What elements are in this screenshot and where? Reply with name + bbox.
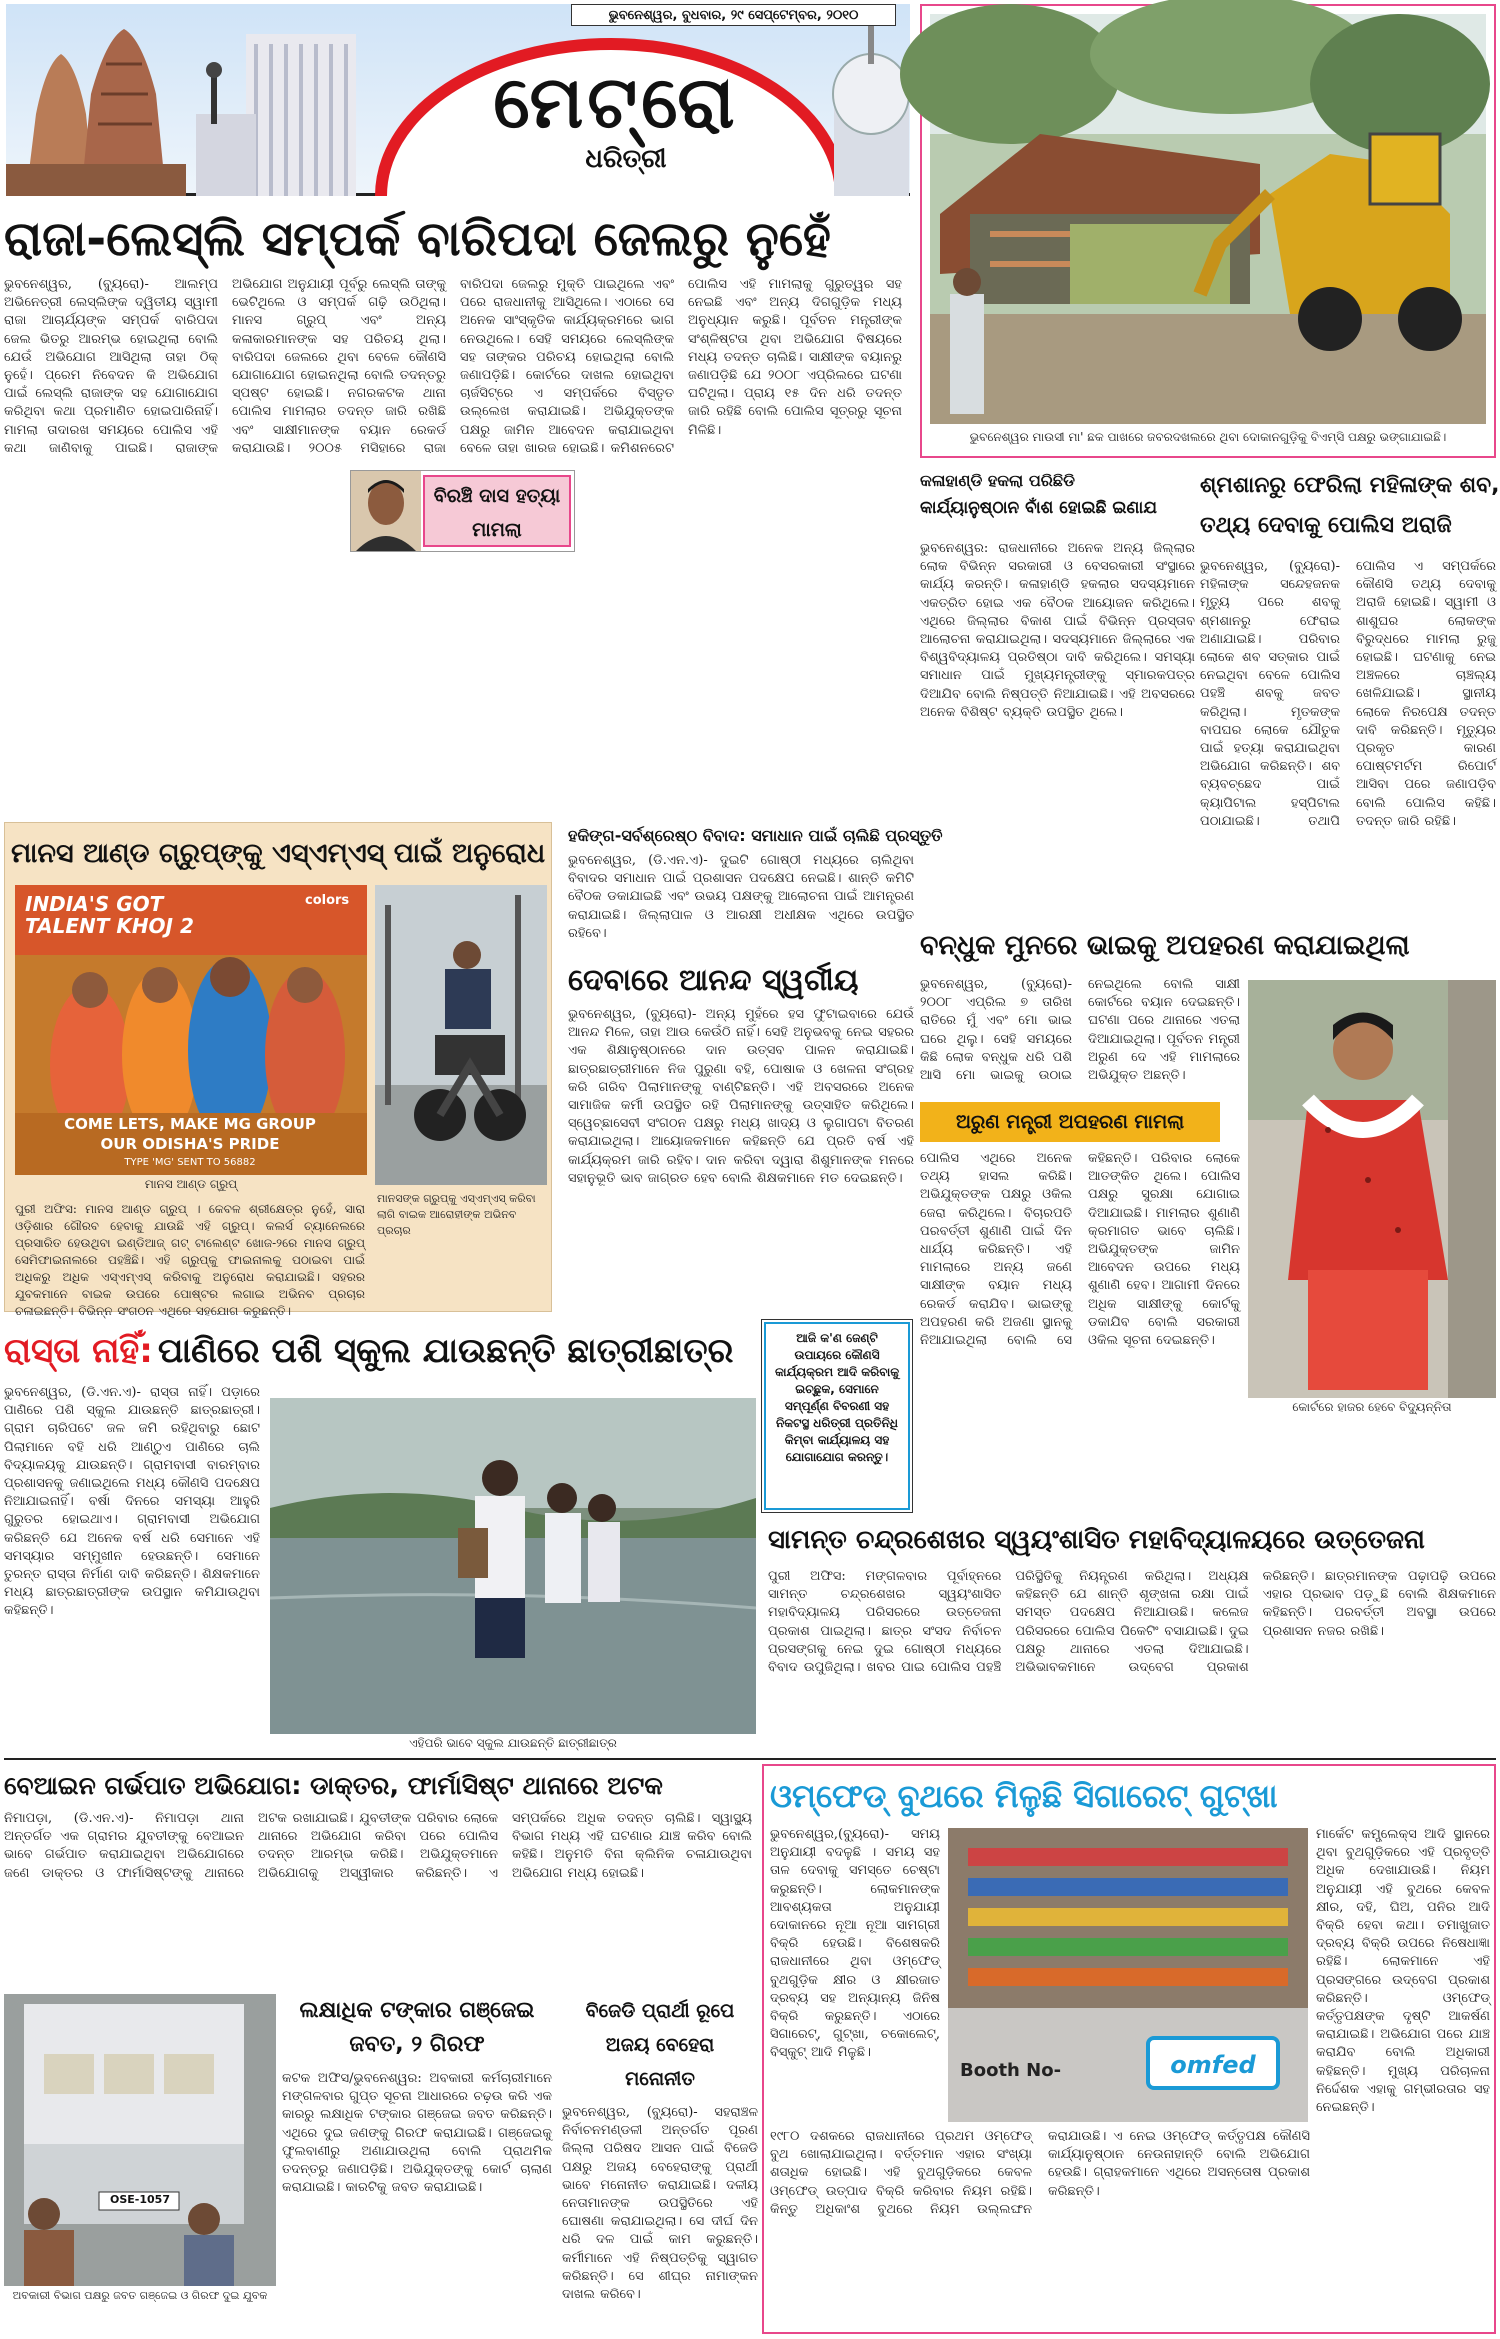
sms-story-body: ପୁରୀ ଅଫିସ: ମାନସ ଆଣ୍ଡ ଗ୍ରୁପ୍ । କେବଳ ଶ୍ରୀକ୍ଷେତ୍ର ନୁହେଁ, ସାରା ଓଡ଼ିଶାର ଗୌରବ ହେବାକୁ ଯାଉଛି ଏହି ଗ୍ରୁପ୍। କଲର୍ସ ଚ୍ୟାନେଲରେ ପ୍ରସାରିତ ହେଉଥିବା ଇଣ୍ଡିଆଜ୍ ଗଟ୍ ଟାଲେଣ୍ଟ ଖୋଜ-୨ରେ ମାନସ ଗ୍ରୁପ୍ ସେମିଫାଇନାଲରେ ପହଞ୍ଚିଛି। ଏହି ଗ୍ରୁପ୍‌କୁ ଫାଇନାଲକୁ ପଠାଇବା ପାଇଁ ଅଧିକରୁ ଅଧିକ ଏସ୍‌ଏମ୍‌ଏସ୍ କରିବାକୁ ଅନୁରୋଧ କରାଯାଇଛି। ସହରର ଯୁବକମାନେ ବାଇକ ଉପରେ ପୋଷ୍ଟର ଲଗାଇ ଅଭିନବ ପ୍ରଚାର ଚଳାଇଛନ୍ତି। ବିଭିନ୍ନ ସଂଗଠନ ଏଥିରେ ସହଯୋଗ କରୁଛନ୍ତି। bbox=[15, 1202, 365, 1318]
sms-headline: ମାନସ ଆଣ୍ଡ ଗ୍ରୁପ୍‌ଙ୍କୁ ଏସ୍‌ଏମ୍‌ଏସ୍ ପାଇଁ ଅନୁରୋଧ bbox=[11, 838, 546, 869]
demolition-photo-frame bbox=[920, 4, 1496, 458]
info-box-text: ଆଜି କ'ଣ ଜେଣ୍ଟି ଉପାୟରେ କୌଣସି କାର୍ଯ୍ୟକ୍ରମ ଆଦି କରିବାକୁ ଇଚ୍ଛୁକ, ସେମାନେ ସମ୍ପୂର୍ଣ୍ଣ ବିବରଣୀ ସହ ନିକଟସ୍ଥ ଧରିତ୍ରୀ ପ୍ରତିନିଧି କିମ୍ବା କାର୍ଯ୍ୟାଳୟ ସହ ଯୋଗାଯୋଗ କରନ୍ତୁ। bbox=[774, 1331, 900, 1464]
bjd-headline bbox=[562, 1994, 758, 2098]
sms-story-box bbox=[4, 822, 552, 1318]
lead-story-body: ଭୁବନେଶ୍ୱର, (ବ୍ୟୁରୋ)- ଆଲମ୍ପ ଅଭିନେତ୍ରୀ ଲେସ୍‌ଲିଙ୍କ ଦ୍ୱିତୀୟ ସ୍ୱାମୀ ରାଜା ଆଚାର୍ଯ୍ୟଙ୍କ ସମ୍ପର୍କ ବାରିପଦା ଜେଲ ଭିତରୁ ଆରମ୍ଭ ହୋଇଥିଲା ବୋଲି ଯେଉଁ ଅଭିଯୋଗ ଆସିଥିଲା ତାହା ଠିକ୍ ନୁହେଁ। ପ୍ରେମ ନିବେଦନ କି ଅଭିଯୋଗ ପାଇଁ ଲେସ୍‌ଲି ରାଜାଙ୍କ ସହ ଯୋଗାଯୋଗ କରିଥିବା କଥା ପ୍ରମାଣିତ ହୋଇପାରିନାହିଁ। ମାମଲା ତାଦାରଖ ସମୟରେ ପୋଲିସ ଏହି କଥା ଜାଣିବାକୁ ପାଇଛି। ରାଜାଙ୍କ ଅଭିଯୋଗ ଅନୁଯାୟୀ ପୂର୍ବରୁ ଲେସ୍‌ଲି ତାଙ୍କୁ ଭେଟିଥିଲେ ଓ ସମ୍ପର୍କ ଗଢ଼ି ଉଠିଥିଲା। ମାନସ ଗ୍ରୁପ୍ ଏବଂ ଅନ୍ୟ କଳାକାରମାନଙ୍କ ସହ ପରିଚୟ ଥିଲା। ବାରିପଦା ଜେଲରେ ଥିବା ବେଳେ କୌଣସି ଯୋଗାଯୋଗ ହୋଇନଥିଲା ବୋଲି ତଦନ୍ତରୁ ସ୍ପଷ୍ଟ ହୋଇଛି। ନଗରକଟକ ଥାନା ପୋଲିସ ମାମଲାର ତଦନ୍ତ ଜାରି ରଖିଛି ଏବଂ ସାକ୍ଷୀମାନଙ୍କ ବୟାନ ରେକର୍ଡ କରାଯାଉଛି। ୨୦୦୫ ମସିହାରେ ରାଜା ବାରିପଦା ଜେଲରୁ ମୁକ୍ତି ପାଇଥିଲେ ଏବଂ ପରେ ରାଜଧାନୀକୁ ଆସିଥିଲେ। ଏଠାରେ ସେ ଅନେକ ସାଂସ୍କୃତିକ କାର୍ଯ୍ୟକ୍ରମରେ ଭାଗ ନେଉଥିଲେ। ସେହି ସମୟରେ ଲେସ୍‌ଲିଙ୍କ ସହ ତାଙ୍କର ପରିଚୟ ହୋଇଥିଲା ବୋଲି ଜଣାପଡ଼ିଛି। କୋର୍ଟରେ ଦାଖଲ ହୋଇଥିବା ଚାର୍ଜସିଟ୍‌ରେ ଏ ସମ୍ପର୍କରେ ବିସ୍ତୃତ ଉଲ୍ଲେଖ କରାଯାଇଛି। ଅଭିଯୁକ୍ତଙ୍କ ପକ୍ଷରୁ ଜାମିନ ଆବେଦନ କରାଯାଇଥିବା ବେଳେ ତାହା ଖାରଜ ହୋଇଛି। କମିଶନରେଟ ପୋଲିସ ଏହି ମାମଲାକୁ ଗୁରୁତ୍ୱର ସହ ନେଇଛି ଏବଂ ଅନ୍ୟ ଦିଗଗୁଡ଼ିକ ମଧ୍ୟ ଅନୁଧ୍ୟାନ କରୁଛି। ପୂର୍ବତନ ମନ୍ତ୍ରୀଙ୍କ ସଂଶ୍ଳିଷ୍ଟତା ଥିବା ଅଭିଯୋଗ ବିଷୟରେ ମଧ୍ୟ ତଦନ୍ତ ଚାଲିଛି। ସାକ୍ଷୀଙ୍କ ବୟାନରୁ ଜଣାପଡ଼ିଛି ଯେ ୨୦୦୮ ଏପ୍ରିଲରେ ଘଟଣା ଘଟିଥିଲା। ପ୍ରାୟ ୧୫ ଦିନ ଧରି ତଦନ୍ତ ଜାରି ରହିଛି ବୋଲି ପୋଲିସ ସୂତ୍ରରୁ ସୂଚନା ମିଳିଛି। bbox=[4, 277, 902, 456]
poster-line2: OUR ODISHA'S PRIDE bbox=[100, 1135, 280, 1153]
flood-photo bbox=[270, 1398, 756, 1734]
road-headline-red: ରାସ୍ତା ନାହିଁ: bbox=[4, 1331, 153, 1371]
road-body: ଭୁବନେଶ୍ୱର, (ଡି.ଏନ.ଏ)- ରାସ୍ତା ନାହିଁ। ପଡ଼ାରେ ପାଣିରେ ପଶି ସ୍କୁଲ ଯାଉଛନ୍ତି ଛାତ୍ରଛାତ୍ରୀ। ଗ୍ରାମ ଚାରିପଟେ ଜଳ ଜମି ରହିଥିବାରୁ ଛୋଟ ପିଲାମାନେ ବହି ଧରି ଆଣ୍ଠୁଏ ପାଣିରେ ଚାଲି ବିଦ୍ୟାଳୟକୁ ଯାଉଛନ୍ତି। ଗ୍ରାମବାସୀ ବାରମ୍ବାର ପ୍ରଶାସନକୁ ଜଣାଇଥିଲେ ମଧ୍ୟ କୌଣସି ପଦକ୍ଷେପ ନିଆଯାଇନାହିଁ। ବର୍ଷା ଦିନରେ ସମସ୍ୟା ଆହୁରି ଗୁରୁତର ହୋଇଥାଏ। ଗ୍ରାମବାସୀ ଅଭିଯୋଗ କରିଛନ୍ତି ଯେ ଅନେକ ବର୍ଷ ଧରି ସେମାନେ ଏହି ସମସ୍ୟାର ସମ୍ମୁଖୀନ ହେଉଛନ୍ତି। ସେମାନେ ତୁରନ୍ତ ରାସ୍ତା ନିର୍ମାଣ ଦାବି କରିଛନ୍ତି। ଶିକ୍ଷକମାନେ ମଧ୍ୟ ଛାତ୍ରଛାତ୍ରୀଙ୍କ ଉପସ୍ଥାନ କମିଯାଉଥିବା କହିଛନ୍ତି। bbox=[4, 1385, 260, 1619]
kalahandi-headline-line1: କଳାହାଣ୍ଡି ହକଲା ପରିଛିଡି bbox=[920, 471, 1075, 490]
ganja-body: କଟକ ଅଫିସ/ଭୁବନେଶ୍ୱର: ଅବକାରୀ କର୍ମଚାରୀମାନେ ମଙ୍ଗଳବାର ଗୁପ୍ତ ସୂଚନା ଆଧାରରେ ଚଢ଼ଉ କରି ଏକ କାରରୁ ଲକ୍ଷାଧିକ ଟଙ୍କାର ଗଞ୍ଜେଇ ଜବତ କରିଛନ୍ତି। ଏଥିରେ ଦୁଇ ଜଣଙ୍କୁ ଗିରଫ କରାଯାଇଛି। ଗଞ୍ଜେଇକୁ ଫୁଲବାଣୀରୁ ଅଣାଯାଉଥିଲା ବୋଲି ପ୍ରାଥମିକ ତଦନ୍ତରୁ ଜଣାପଡ଼ିଛି। ଅଭିଯୁକ୍ତଙ୍କୁ କୋର୍ଟ ଚାଲାଣ କରାଯାଇଛି। କାରଟିକୁ ଜବତ କରାଯାଇଛି। bbox=[282, 2071, 552, 2196]
kalahandi-headline bbox=[920, 468, 1190, 538]
abortion-headline: ବେଆଇନ ଗର୍ଭପାତ ଅଭିଯୋଗ: ଡାକ୍ତର, ଫାର୍ମାସିଷ୍ଟ ଥାନାରେ ଅଟକ bbox=[4, 1771, 663, 1800]
demolition-caption: ଭୁବନେଶ୍ୱର ମାଉସୀ ମା' ଛକ ପାଖରେ ଜବରଦଖଲରେ ଥିବା ଦୋକାନଗୁଡ଼ିକୁ ବିଏମ୍‌ସି ପକ୍ଷରୁ ଭଙ୍ଗାଯାଇଛି। bbox=[969, 430, 1447, 444]
omfed-brand: omfed bbox=[1170, 2051, 1256, 2079]
omfed-booth-label: Booth No- bbox=[960, 2060, 1062, 2081]
poster-caption: ମାନସ ଆଣ୍ଡ ଗ୍ରୁପ୍ bbox=[144, 1177, 238, 1191]
poster-line1: COME LETS, MAKE MG GROUP bbox=[64, 1115, 316, 1133]
omfed-headline: ଓମ୍‌ଫେଡ୍ ବୁଥରେ ମିଳୁଛି ସିଗାରେଟ୍ ଗୁଟ୍‌ଖା bbox=[770, 1777, 1278, 1815]
omfed-story-frame bbox=[762, 1764, 1496, 2334]
dateline: ଭୁବନେଶ୍ୱର, ବୁଧବାର, ୨୯ ସେପ୍ଟେମ୍ବର, ୨୦୧୦ bbox=[571, 4, 896, 26]
info-box bbox=[764, 1322, 910, 1510]
bjd-headline-line1: ବିଜେଡି ପ୍ରାର୍ଥୀ ରୂପେ bbox=[585, 2000, 735, 2022]
hockey-headline: ହକିଙ୍ଗ-ସର୍ବଶ୍ରେଷ୍ଠ ବିବାଦ: ସମାଧାନ ପାଇଁ ଚାଲିଛି ପ୍ରସ୍ତୁତି bbox=[568, 826, 943, 845]
bjd-headline-line2: ଅଜୟ ବେହେରା bbox=[605, 2034, 715, 2056]
flood-caption: ଏହିପରି ଭାବେ ସ୍କୁଲ ଯାଉଛନ୍ତି ଛାତ୍ରୀଛାତ୍ର bbox=[409, 1736, 617, 1750]
gun-headline: ବନ୍ଧୁକ ମୁନରେ ଭାଇକୁ ଅପହରଣ କରାଯାଇଥିଲା bbox=[920, 930, 1410, 961]
ganja-photo bbox=[4, 1994, 276, 2286]
kalahandi-body: ଭୁବନେଶ୍ୱର: ରାଜଧାନୀରେ ଅନେକ ଅନ୍ୟ ଜିଲ୍ଲାର ଲୋକ ବିଭିନ୍ନ ସରକାରୀ ଓ ବେସରକାରୀ ସଂସ୍ଥାରେ କାର୍ଯ୍ୟ କରନ୍ତି। କଳାହାଣ୍ଡି ହକଲାର ସଦସ୍ୟମାନେ ଏକତ୍ରିତ ହୋଇ ଏକ ବୈଠକ ଆୟୋଜନ କରିଥିଲେ। ଏଥିରେ ଜିଲ୍ଲାର ବିକାଶ ପାଇଁ ବିଭିନ୍ନ ପ୍ରସ୍ତାବ ଆଲୋଚନା କରାଯାଇଥିଲା। ସଦସ୍ୟମାନେ ଜିଲ୍ଲାରେ ଏକ ବିଶ୍ୱବିଦ୍ୟାଳୟ ପ୍ରତିଷ୍ଠା ଦାବି କରିଥିଲେ। ସମସ୍ୟା ସମାଧାନ ପାଇଁ ମୁଖ୍ୟମନ୍ତ୍ରୀଙ୍କୁ ସ୍ମାରକପତ୍ର ଦିଆଯିବ ବୋଲି ନିଷ୍ପତ୍ତି ନିଆଯାଇଛି। ଏହି ଅବସରରେ ଅନେକ ବିଶିଷ୍ଟ ବ୍ୟକ୍ତି ଉପସ୍ଥିତ ଥିଲେ। bbox=[920, 541, 1195, 720]
ganja-headline-line1: ଲକ୍ଷାଧିକ ଟଙ୍କାର ଗଞ୍ଜେଇ bbox=[299, 1998, 535, 2023]
temple-illustration bbox=[6, 24, 186, 196]
gun-body: ଭୁବନେଶ୍ୱର, (ବ୍ୟୁରୋ)- ୨୦୦୮ ଏପ୍ରିଲ ୭ ତାରିଖ ରାତିରେ ମୁଁ ଏବଂ ମୋ ଭାଇ ଘରେ ଥିଲୁ। ସେହି ସମୟରେ କିଛି ଲୋକ ବନ୍ଧୁକ ଧରି ପଶି ଆସି ମୋ ଭାଇକୁ ଉଠାଇ ନେଇଥିଲେ ବୋଲି ସାକ୍ଷୀ କୋର୍ଟରେ ବୟାନ ଦେଇଛନ୍ତି। ଘଟଣା ପରେ ଥାନାରେ ଏତଲା ଦିଆଯାଇଥିଲା। ପୂର୍ବତନ ମନ୍ତ୍ରୀ ଅରୁଣ ଦେ ଏହି ମାମଲାରେ ଅଭିଯୁକ୍ତ ଅଛନ୍ତି। bbox=[920, 977, 1240, 1084]
poster-top-text: INDIA'S GOT TALENT KHOJ 2 bbox=[25, 892, 194, 938]
gun-inset-label: ଅରୁଣ ମନ୍ତ୍ରୀ ଅପହରଣ ମାମଲା bbox=[920, 1102, 1220, 1142]
omfed-body-left: ଭୁବନେଶ୍ୱର,(ବ୍ୟୁରୋ)- ସମୟ ଅନୁଯାୟୀ ବଦଳୁଛି । ସମୟ ସହ ତାଳ ଦେବାକୁ ସମସ୍ତେ ଚେଷ୍ଟା କରୁଛନ୍ତି। ଲୋକମାନଙ୍କ ଆବଶ୍ୟକତା ଅନୁଯାୟୀ ଦୋକାନରେ ନୂଆ ନୂଆ ସାମଗ୍ରୀ ବିକ୍ରି ହେଉଛି। ବିଶେଷକରି ରାଜଧାନୀରେ ଥିବା ଓମ୍‌ଫେଡ୍ ବୁଥଗୁଡ଼ିକ କ୍ଷୀର ଓ କ୍ଷୀରଜାତ ଦ୍ରବ୍ୟ ସହ ଅନ୍ୟାନ୍ୟ ଜିନିଷ ବିକ୍ରି କରୁଛନ୍ତି। ଏଠାରେ ସିଗାରେଟ୍, ଗୁଟ୍‌ଖା, ଚକୋଲେଟ୍, ବିସ୍କୁଟ୍ ଆଦି ମିଳୁଛି। bbox=[770, 1827, 940, 2061]
anand-body: ଭୁବନେଶ୍ୱର, (ବ୍ୟୁରୋ)- ଅନ୍ୟ ମୁହଁରେ ହସ ଫୁଟାଇବାରେ ଯେଉଁ ଆନନ୍ଦ ମିଳେ, ତାହା ଆଉ କେଉଁଠି ନାହିଁ। ସେହି ଅନୁଭବକୁ ନେଇ ସହରର ଏକ ଶିକ୍ଷାନୁଷ୍ଠାନରେ ଦାନ ଉତ୍ସବ ପାଳନ କରାଯାଇଛି। ଛାତ୍ରଛାତ୍ରୀମାନେ ନିଜ ପୁରୁଣା ବହି, ପୋଷାକ ଓ ଖେଳନା ସଂଗ୍ରହ କରି ଗରିବ ପିଲାମାନଙ୍କୁ ବାଣ୍ଟିଛନ୍ତି। ଏହି ଅବସରରେ ଅନେକ ସାମାଜିକ କର୍ମୀ ଉପସ୍ଥିତ ରହି ପିଲାମାନଙ୍କୁ ଉତ୍ସାହିତ କରିଥିଲେ। ସ୍ୱେଚ୍ଛାସେବୀ ସଂଗଠନ ପକ୍ଷରୁ ମଧ୍ୟ ଖାଦ୍ୟ ଓ ଲୁଗାପଟା ବିତରଣ କରାଯାଇଥିଲା। ଆୟୋଜକମାନେ କହିଛନ୍ତି ଯେ ପ୍ରତି ବର୍ଷ ଏହି କାର୍ଯ୍ୟକ୍ରମ ଜାରି ରହିବ। ଦାନ କରିବା ଦ୍ୱାରା ଶିଶୁମାନଙ୍କ ମନରେ ସହାନୁଭୂତି ଭାବ ଜାଗ୍ରତ ହେବ ବୋଲି ଶିକ୍ଷକମାନେ ମତ ଦେଇଛନ୍ତି। bbox=[568, 1007, 914, 1186]
ganja-plate: OSE-1057 bbox=[110, 2193, 170, 2206]
bike-caption: ମାନସଙ୍କ ଗ୍ରୁପ୍‌କୁ ଏସ୍‌ଏମ୍‌ଏସ୍ କରିବା ଲାଗି ବାଇକ ଆରୋହୀଙ୍କ ଅଭିନବ ପ୍ରଚାର bbox=[377, 1192, 536, 1237]
ganja-headline bbox=[282, 1994, 552, 2064]
road-headline bbox=[4, 1326, 758, 1376]
masthead-title: ମେଟ୍ରୋ bbox=[493, 60, 739, 144]
omfed-body-right: ମାର୍କେଟ କମ୍ପ୍ଲେକ୍ସ ଆଦି ସ୍ଥାନରେ ଥିବା ବୁଥଗୁଡ଼ିକରେ ଏହି ପ୍ରବୃତ୍ତି ଅଧିକ ଦେଖାଯାଉଛି। ନିୟମ ଅନୁଯାୟୀ ଏହି ବୁଥରେ କେବଳ କ୍ଷୀର, ଦହି, ଘିଅ, ପନିର ଆଦି ବିକ୍ରି ହେବା କଥା। ତମାଖୁଜାତ ଦ୍ରବ୍ୟ ବିକ୍ରି ଉପରେ ନିଷେଧାଜ୍ଞା ରହିଛି। ଲୋକମାନେ ଏହି ପ୍ରସଙ୍ଗରେ ଉଦ୍‌ବେଗ ପ୍ରକାଶ କରିଛନ୍ତି। ଓମ୍‌ଫେଡ୍ କର୍ତ୍ତୃପକ୍ଷଙ୍କ ଦୃଷ୍ଟି ଆକର୍ଷଣ କରାଯାଇଛି। ଅଭିଯୋଗ ପରେ ଯାଞ୍ଚ କରାଯିବ ବୋଲି ଅଧିକାରୀ କହିଛନ୍ତି। ମୁଖ୍ୟ ପରିଚାଳନା ନିର୍ଦ୍ଦେଶକ ଏହାକୁ ଗମ୍ଭୀରତାର ସହ ନେଇଛନ୍ତି। bbox=[1316, 1827, 1490, 2116]
woman-caption: କୋର୍ଟରେ ହାଜର ହେବେ ବିଦ୍ୟୁନ୍ନିତା bbox=[1292, 1400, 1452, 1414]
ganja-caption: ଅବକାରୀ ବିଭାଗ ପକ୍ଷରୁ ଜବତ ଗଞ୍ଜେଇ ଓ ଗିରଫ ଦୁଇ ଯୁବକ bbox=[12, 2289, 268, 2302]
bjd-body: ଭୁବନେଶ୍ୱର, (ବ୍ୟୁରୋ)- ସହରାଞ୍ଚଳ ନିର୍ବାଚନମଣ୍ଡଳୀ ଅନ୍ତର୍ଗତ ପୂରଣ ଜିଲ୍ଲା ପରିଷଦ ଆସନ ପାଇଁ ବିଜେଡି ପକ୍ଷରୁ ଅଜୟ ବେହେରାଙ୍କୁ ପ୍ରାର୍ଥୀ ଭାବେ ମନୋନୀତ କରାଯାଇଛି। ଦଳୀୟ ନେତାମାନଙ୍କ ଉପସ୍ଥିତିରେ ଏହି ଘୋଷଣା କରାଯାଇଥିଲା। ସେ ଦୀର୍ଘ ଦିନ ଧରି ଦଳ ପାଇଁ କାମ କରୁଛନ୍ତି। କର୍ମୀମାନେ ଏହି ନିଷ୍ପତ୍ତିକୁ ସ୍ୱାଗତ କରିଛନ୍ତି। ସେ ଶୀଘ୍ର ନାମାଙ୍କନ ଦାଖଲ କରିବେ। bbox=[562, 2105, 758, 2303]
hockey-body: ଭୁବନେଶ୍ୱର, (ଡି.ଏନ.ଏ)- ଦୁଇଟି ଗୋଷ୍ଠୀ ମଧ୍ୟରେ ଚାଲିଥିବା ବିବାଦର ସମାଧାନ ପାଇଁ ପ୍ରଶାସନ ପଦକ୍ଷେପ ନେଇଛି। ଶାନ୍ତି କମିଟି ବୈଠକ ଡକାଯାଇଛି ଏବଂ ଉଭୟ ପକ୍ଷଙ୍କୁ ଆଲୋଚନା ପାଇଁ ଆମନ୍ତ୍ରଣ କରାଯାଇଛି। ଜିଲ୍ଲାପାଳ ଓ ଆରକ୍ଷୀ ଅଧୀକ୍ଷକ ଏଥିରେ ଉପସ୍ଥିତ ରହିବେ। bbox=[568, 853, 914, 941]
building-illustration bbox=[186, 14, 366, 196]
road-headline-black: ପାଣିରେ ପଶି ସ୍କୁଲ ଯାଉଛନ୍ତି ଛାତ୍ରୀଛାତ୍ର bbox=[157, 1331, 734, 1371]
dome-illustration bbox=[824, 4, 914, 196]
omfed-body-bottom: ୧୯୮୦ ଦଶକରେ ରାଜଧାନୀରେ ପ୍ରଥମ ଓମ୍‌ଫେଡ୍ ବୁଥ ଖୋଲାଯାଇଥିଲା। ବର୍ତ୍ତମାନ ଏହାର ସଂଖ୍ୟା ଶତାଧିକ ହୋଇଛି। ଏହି ବୁଥଗୁଡ଼ିକରେ କେବଳ ଓମ୍‌ଫେଡ୍ ଉତ୍ପାଦ ବିକ୍ରି କରିବାର ନିୟମ ରହିଛି। କିନ୍ତୁ ଅଧିକାଂଶ ବୁଥରେ ନିୟମ ଉଲ୍ଲଙ୍ଘନ କରାଯାଉଛି। ଏ ନେଇ ଓମ୍‌ଫେଡ୍ କର୍ତ୍ତୃପକ୍ଷ କୌଣସି କାର୍ଯ୍ୟାନୁଷ୍ଠାନ ନେଉନାହାନ୍ତି ବୋଲି ଅଭିଯୋଗ ହେଉଛି। ଗ୍ରାହକମାନେ ଏଥିରେ ଅସନ୍ତୋଷ ପ୍ରକାଶ କରିଛନ୍ତି। bbox=[770, 2129, 1310, 2217]
masthead bbox=[6, 4, 910, 196]
demolition-photo bbox=[930, 14, 1486, 424]
woman-photo bbox=[1248, 980, 1496, 1398]
anand-headline: ଦେବାରେ ଆନନ୍ଦ ସ୍ୱର୍ଗୀୟ bbox=[568, 963, 859, 998]
poster-line3: TYPE 'MG' SENT TO 56882 bbox=[124, 1157, 256, 1168]
samanta-body: ପୁରୀ ଅଫିସ: ମଙ୍ଗଳବାର ପୂର୍ବାହ୍ନରେ ସାମନ୍ତ ଚନ୍ଦ୍ରଶେଖର ସ୍ୱୟଂଶାସିତ ମହାବିଦ୍ୟାଳୟ ପରିସରରେ ଉତ୍ତେଜନା ପ୍ରକାଶ ପାଇଥିଲା। ଛାତ୍ର ସଂସଦ ନିର୍ବାଚନ ପ୍ରସଙ୍ଗକୁ ନେଇ ଦୁଇ ଗୋଷ୍ଠୀ ମଧ୍ୟରେ ବିବାଦ ଉପୁଜିଥିଲା। ଖବର ପାଇ ପୋଲିସ ପହଞ୍ଚି ପରିସ୍ଥିତିକୁ ନିୟନ୍ତ୍ରଣ କରିଥିଲା। ଅଧ୍ୟକ୍ଷ କହିଛନ୍ତି ଯେ ଶାନ୍ତି ଶୃଙ୍ଖଳା ରକ୍ଷା ପାଇଁ ସମସ୍ତ ପଦକ୍ଷେପ ନିଆଯାଉଛି। କଲେଜ ପରିସରରେ ପୋଲିସ ପିକେଟିଂ ବସାଯାଇଛି। ଦୁଇ ପକ୍ଷରୁ ଥାନାରେ ଏତଲା ଦିଆଯାଇଛି। ଅଭିଭାବକମାନେ ଉଦ୍‌ବେଗ ପ୍ରକାଶ କରିଛନ୍ତି। ଛାତ୍ରମାନଙ୍କ ପଢ଼ାପଢ଼ି ଉପରେ ଏହାର ପ୍ରଭାବ ପଡ଼ୁଛି ବୋଲି ଶିକ୍ଷକମାନେ କହିଛନ୍ତି। ପରବର୍ତ୍ତୀ ଅବସ୍ଥା ଉପରେ ପ୍ରଶାସନ ନଜର ରଖିଛି। bbox=[768, 1569, 1496, 1676]
abortion-body: ନିମାପଡ଼ା, (ଡି.ଏନ.ଏ)- ନିମାପଡ଼ା ଥାନା ଅନ୍ତର୍ଗତ ଏକ ଗ୍ରାମର ଯୁବତୀଙ୍କୁ ବେଆଇନ ଭାବେ ଗର୍ଭପାତ କରାଯାଇଥିବା ଅଭିଯୋଗରେ ଜଣେ ଡାକ୍ତର ଓ ଫାର୍ମାସିଷ୍ଟଙ୍କୁ ଥାନାରେ ଅଟକ ରଖାଯାଇଛି। ଯୁବତୀଙ୍କ ପରିବାର ଲୋକେ ଥାନାରେ ଅଭିଯୋଗ କରିବା ପରେ ପୋଲିସ ତଦନ୍ତ ଆରମ୍ଭ କରିଛି। ଅଭିଯୁକ୍ତମାନେ ଅଭିଯୋଗକୁ ଅସ୍ୱୀକାର କରିଛନ୍ତି। ଏ ସମ୍ପର୍କରେ ଅଧିକ ତଦନ୍ତ ଚାଲିଛି। ସ୍ୱାସ୍ଥ୍ୟ ବିଭାଗ ମଧ୍ୟ ଏହି ଘଟଣାର ଯାଞ୍ଚ କରିବ ବୋଲି କହିଛି। ଅନୁମତି ବିନା କ୍ଲିନିକ ଚଳାଯାଉଥିବା ଅଭିଯୋଗ ମଧ୍ୟ ହୋଇଛି। bbox=[4, 1811, 752, 1881]
masthead-subtitle: ଧରିତ୍ରୀ bbox=[585, 144, 667, 174]
cremation-headline-line1: ଶ୍ମଶାନରୁ ଫେରିଲା ମହିଳାଙ୍କ ଶବ, bbox=[1200, 473, 1500, 498]
cremation-headline bbox=[1200, 466, 1500, 556]
section-divider bbox=[4, 1758, 1496, 1760]
lead-inset-box bbox=[350, 470, 575, 552]
kalahandi-headline-line2: କାର୍ଯ୍ୟାନୁଷ୍ଠାନ ବାଁଶ ହୋଇଛି ଇଣାଯ bbox=[920, 498, 1157, 518]
portrait-photo bbox=[351, 471, 421, 551]
inset-label: ବିରଞ୍ଚି ଦାସ ହତ୍ୟା ମାମଲା bbox=[423, 475, 571, 547]
poster-brand: colors bbox=[305, 893, 350, 908]
cremation-body: ଭୁବନେଶ୍ୱର, (ବ୍ୟୁରୋ)- ମହିଳାଙ୍କ ସନ୍ଦେହଜନକ ମୃତ୍ୟୁ ପରେ ଶବକୁ ଶ୍ମଶାନରୁ ଫେରାଇ ଅଣାଯାଇଛି। ପରିବାର ଲୋକେ ଶବ ସତ୍କାର ପାଇଁ ନେଇଥିବା ବେଳେ ପୋଲିସ ପହଞ୍ଚି ଶବକୁ ଜବତ କରିଥିଲା। ମୃତକଙ୍କ ବାପଘର ଲୋକେ ଯୌତୁକ ପାଇଁ ହତ୍ୟା କରାଯାଇଥିବା ଅଭିଯୋଗ କରିଛନ୍ତି। ଶବ ବ୍ୟବଚ୍ଛେଦ ପାଇଁ କ୍ୟାପିଟାଲ ହସ୍ପିଟାଲ ପଠାଯାଇଛି। ତଥାପି ପୋଲିସ ଏ ସମ୍ପର୍କରେ କୌଣସି ତଥ୍ୟ ଦେବାକୁ ଅରାଜି ହୋଇଛି। ସ୍ୱାମୀ ଓ ଶାଶୁଘର ଲୋକଙ୍କ ବିରୁଦ୍ଧରେ ମାମଲା ରୁଜୁ ହୋଇଛି। ଘଟଣାକୁ ନେଇ ଅଞ୍ଚଳରେ ଚାଞ୍ଚଲ୍ୟ ଖେଳିଯାଇଛି। ସ୍ଥାନୀୟ ଲୋକେ ନିରପେକ୍ଷ ତଦନ୍ତ ଦାବି କରିଛନ୍ତି। ମୃତ୍ୟୁର ପ୍ରକୃତ କାରଣ ପୋଷ୍ଟମର୍ଟମ ରିପୋର୍ଟ ଆସିବା ପରେ ଜଣାପଡ଼ିବ ବୋଲି ପୋଲିସ କହିଛି। ତଦନ୍ତ ଜାରି ରହିଛି। bbox=[1200, 559, 1496, 829]
bike-rider-photo bbox=[375, 885, 547, 1185]
lead-headline: ରାଜା-ଲେସ୍‌ଲି ସମ୍ପର୍କ ବାରିପଦା ଜେଲରୁ ନୁହେଁ bbox=[4, 211, 831, 267]
samanta-headline: ସାମନ୍ତ ଚନ୍ଦ୍ରଶେଖର ସ୍ୱୟଂଶାସିତ ମହାବିଦ୍ୟାଳୟରେ ଉତ୍ତେଜନା bbox=[768, 1525, 1425, 1555]
ganja-headline-line2: ଜବତ, ୨ ଗିରଫ bbox=[349, 2032, 485, 2057]
cremation-headline-line2: ତଥ୍ୟ ଦେବାକୁ ପୋଲିସ ଅରାଜି bbox=[1200, 513, 1452, 538]
bjd-headline-line3: ମନୋନୀତ bbox=[625, 2068, 695, 2090]
gun-body-2: ପୋଲିସ ଏଥିରେ ଅନେକ ତଥ୍ୟ ହାସଲ କରିଛି। ଅଭିଯୁକ୍ତଙ୍କ ପକ୍ଷରୁ ଓକିଲ ଜେରା କରିଥିଲେ। ବିଚାରପତି ପରବର୍ତ୍ତୀ ଶୁଣାଣି ପାଇଁ ଦିନ ଧାର୍ଯ୍ୟ କରିଛନ୍ତି। ଏହି ମାମଲାରେ ଅନ୍ୟ ଜଣେ ସାକ୍ଷୀଙ୍କ ବୟାନ ମଧ୍ୟ ରେକର୍ଡ କରାଯିବ। ଭାଇଙ୍କୁ ଅପହରଣ କରି ଅଜଣା ସ୍ଥାନକୁ ନିଆଯାଇଥିଲା ବୋଲି ସେ କହିଛନ୍ତି। ପରିବାର ଲୋକେ ଆତଙ୍କିତ ଥିଲେ। ପୋଲିସ ପକ୍ଷରୁ ସୁରକ୍ଷା ଯୋଗାଇ ଦିଆଯାଇଛି। ମାମଲାର ଶୁଣାଣି କ୍ରମାଗତ ଭାବେ ଚାଲିଛି। ଅଭିଯୁକ୍ତଙ୍କ ଜାମିନ ଆବେଦନ ଉପରେ ମଧ୍ୟ ଶୁଣାଣି ହେବ। ଆଗାମୀ ଦିନରେ ଅଧିକ ସାକ୍ଷୀଙ୍କୁ କୋର୍ଟକୁ ଡକାଯିବ ବୋଲି ସରକାରୀ ଓକିଲ ସୂଚନା ଦେଇଛନ୍ତି। bbox=[920, 1151, 1240, 1349]
